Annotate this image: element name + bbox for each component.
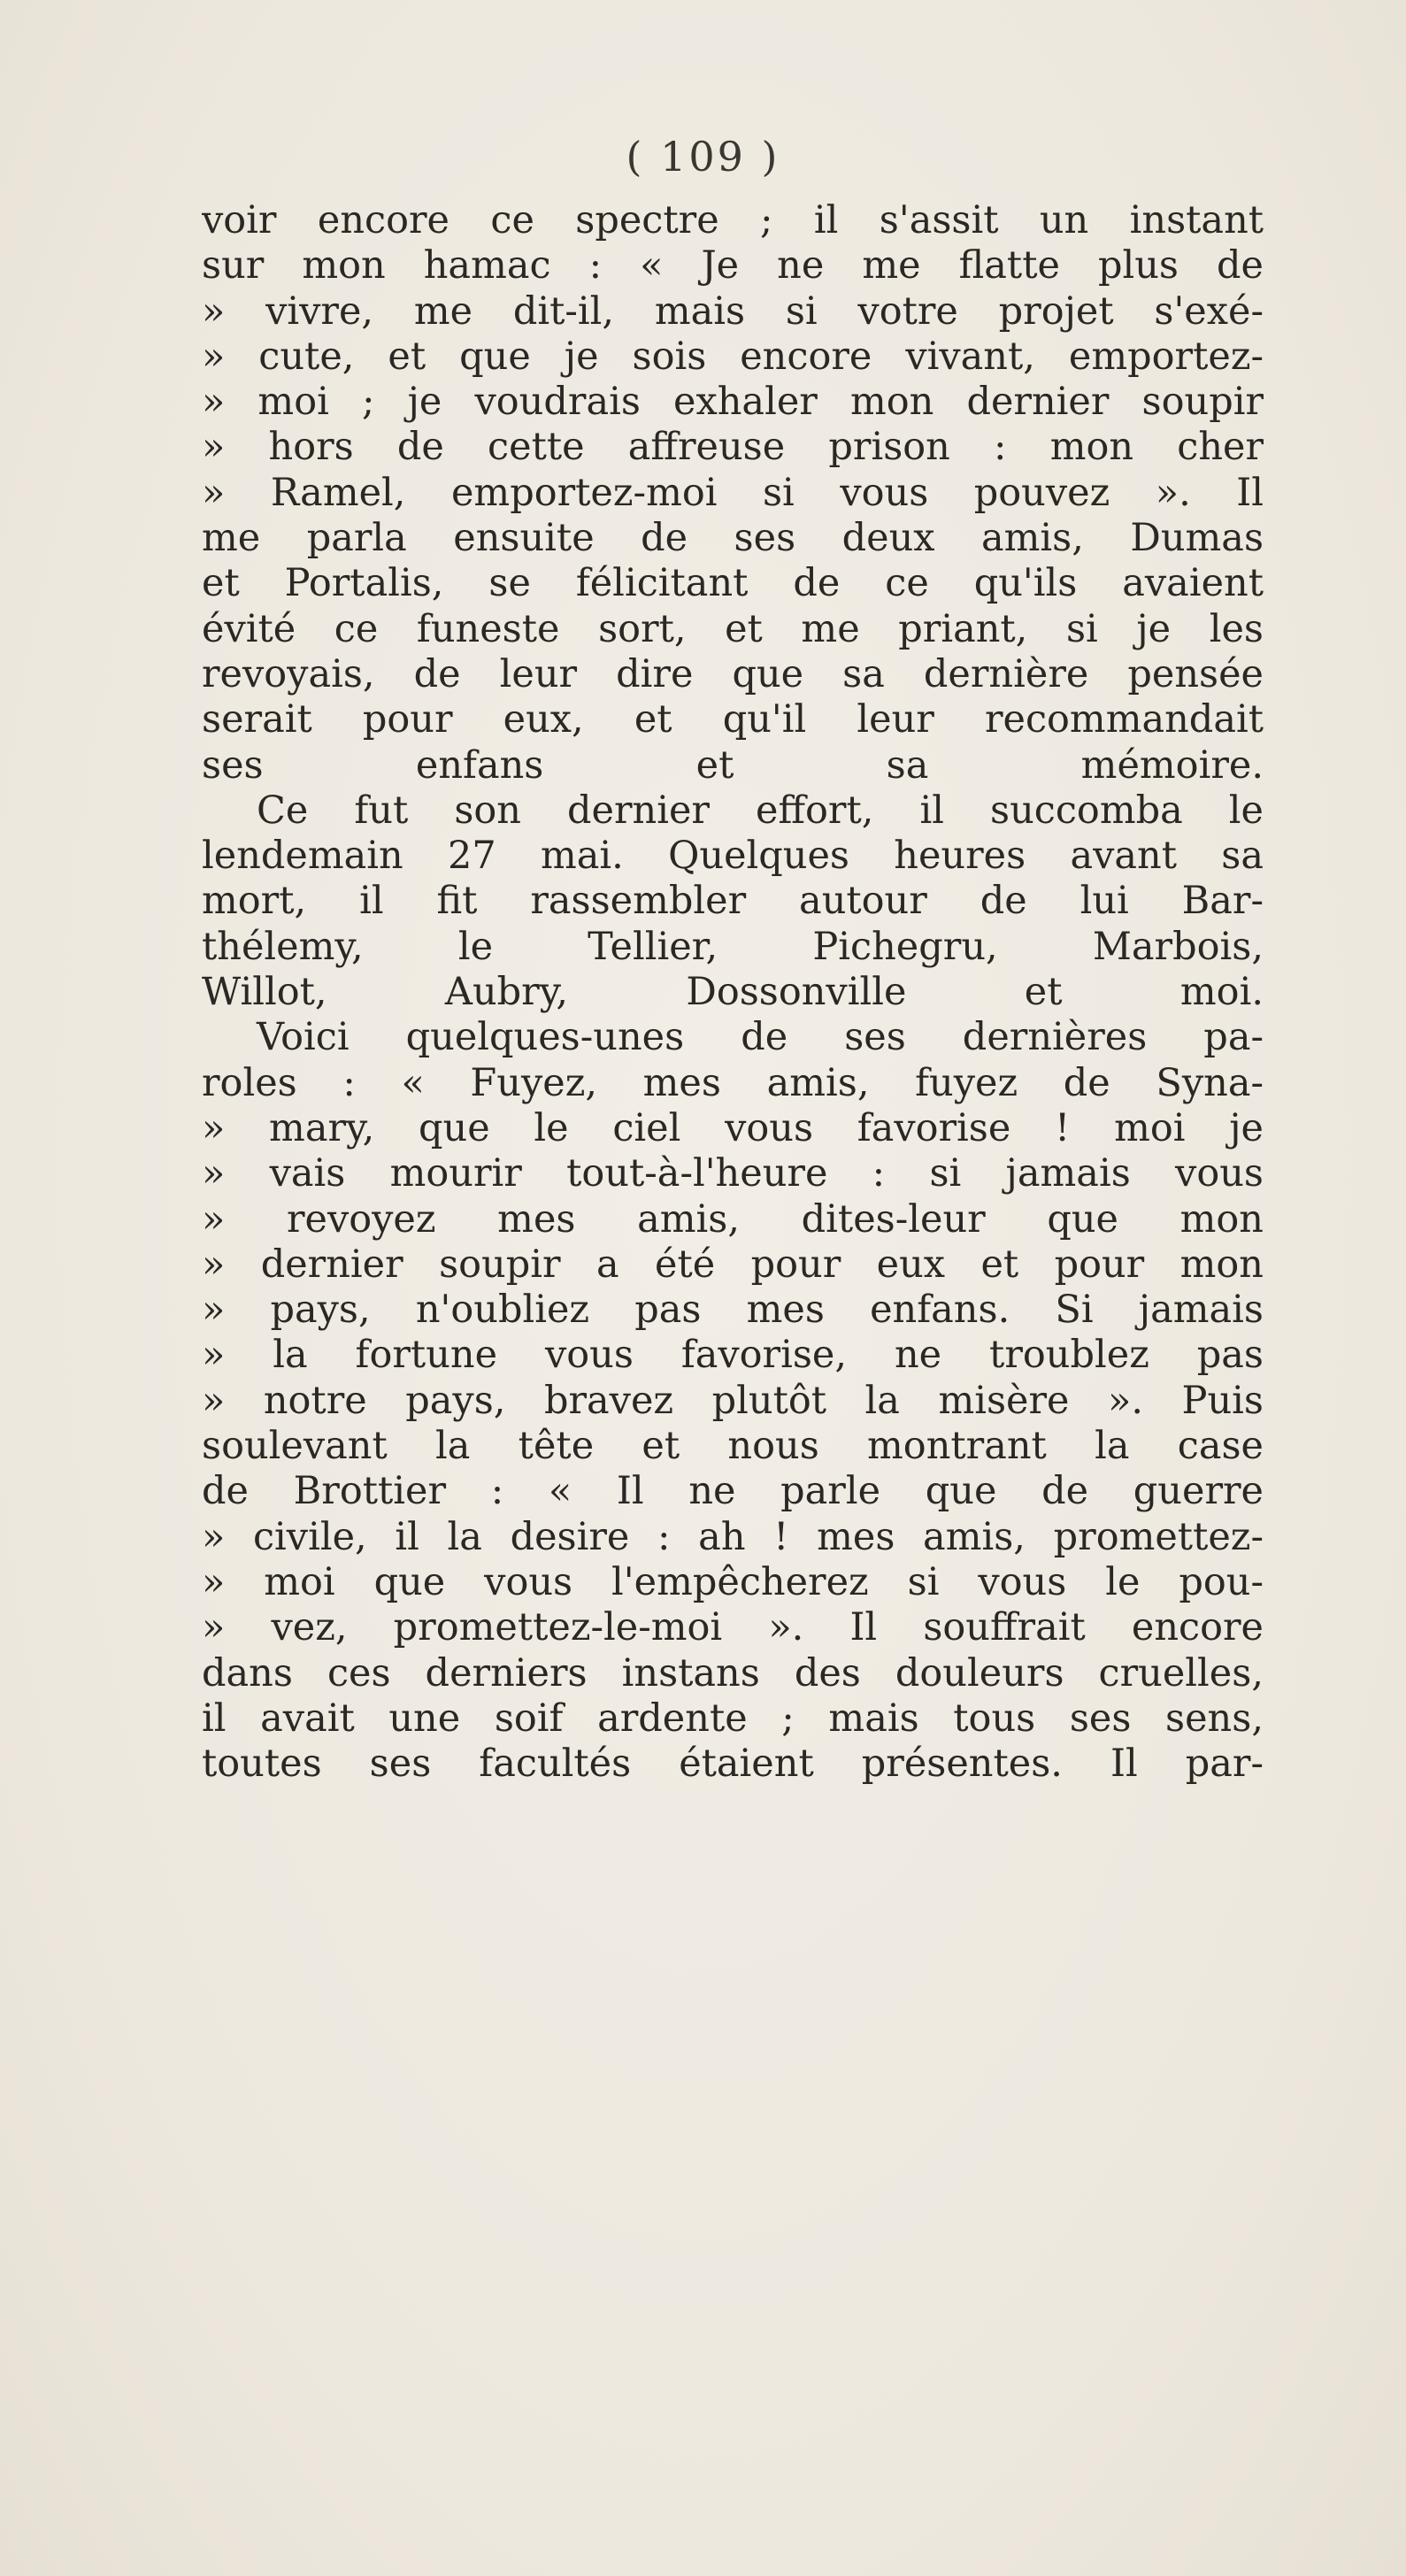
text-line: lendemain 27 mai. Quelques heures avant sa bbox=[202, 834, 1264, 879]
text-line: » civile, il la desire : ah ! mes amis, promettez- bbox=[202, 1514, 1264, 1559]
text-line: » vais mourir tout-à-l'heure : si jamais vous bbox=[202, 1151, 1264, 1196]
text-line: mort, il fit rassembler autour de lui Bar- bbox=[202, 879, 1264, 924]
text-line: voir encore ce spectre ; il s'assit un instant bbox=[202, 198, 1264, 242]
text-line: il avait une soif ardente ; mais tous ses sens, bbox=[202, 1696, 1264, 1741]
page-number: ( 109 ) bbox=[626, 133, 780, 181]
text-line: serait pour eux, et qu'il leur recommandait bbox=[202, 697, 1264, 742]
text-line: » vez, promettez-le-moi ». Il souffrait encore bbox=[202, 1605, 1264, 1650]
text-line: » dernier soupir a été pour eux et pour mon bbox=[202, 1242, 1264, 1287]
text-line: » moi ; je voudrais exhaler mon dernier soupir bbox=[202, 380, 1264, 425]
text-line: » notre pays, bravez plutôt la misère ». Puis bbox=[202, 1378, 1264, 1423]
text-line: » revoyez mes amis, dites-leur que mon bbox=[202, 1196, 1264, 1242]
text-line: de Brottier : « Il ne parle que de guerre bbox=[202, 1469, 1264, 1514]
text-line: thélemy, le Tellier, Pichegru, Marbois, bbox=[202, 924, 1264, 969]
text-line: » cute, et que je sois encore vivant, emportez- bbox=[202, 334, 1264, 379]
text-line: Willot, Aubry, Dossonville et moi. bbox=[202, 970, 1264, 1015]
text-line: sur mon hamac : « Je ne me flatte plus de bbox=[202, 243, 1264, 288]
text-line: toutes ses facultés étaient présentes. Il par- bbox=[202, 1742, 1264, 1787]
text-line: » pays, n'oubliez pas mes enfans. Si jamais bbox=[202, 1288, 1264, 1333]
text-line: soulevant la tête et nous montrant la case bbox=[202, 1424, 1264, 1469]
text-line: ses enfans et sa mémoire. bbox=[202, 742, 1264, 788]
text-line: » hors de cette affreuse prison : mon cher bbox=[202, 425, 1264, 470]
text-line: me parla ensuite de ses deux amis, Dumas bbox=[202, 516, 1264, 561]
text-line: » la fortune vous favorise, ne troublez pas bbox=[202, 1333, 1264, 1378]
body-text bbox=[202, 198, 1264, 1787]
text-line: Voici quelques-unes de ses dernières pa- bbox=[257, 1015, 1264, 1060]
text-line: roles : « Fuyez, mes amis, fuyez de Syna- bbox=[202, 1060, 1264, 1105]
text-line: » vivre, me dit-il, mais si votre projet s'exé- bbox=[202, 288, 1264, 334]
text-line: Ce fut son dernier effort, il succomba le bbox=[257, 788, 1264, 833]
text-line: » moi que vous l'empêcherez si vous le pou- bbox=[202, 1559, 1264, 1604]
text-line: et Portalis, se félicitant de ce qu'ils avaient bbox=[202, 561, 1264, 606]
text-line: évité ce funeste sort, et me priant, si je les bbox=[202, 606, 1264, 651]
text-line: » Ramel, emportez-moi si vous pouvez ». Il bbox=[202, 470, 1264, 515]
text-line: » mary, que le ciel vous favorise ! moi je bbox=[202, 1105, 1264, 1150]
text-line: dans ces derniers instans des douleurs cruelles, bbox=[202, 1650, 1264, 1696]
text-line: revoyais, de leur dire que sa dernière pensée bbox=[202, 651, 1264, 696]
